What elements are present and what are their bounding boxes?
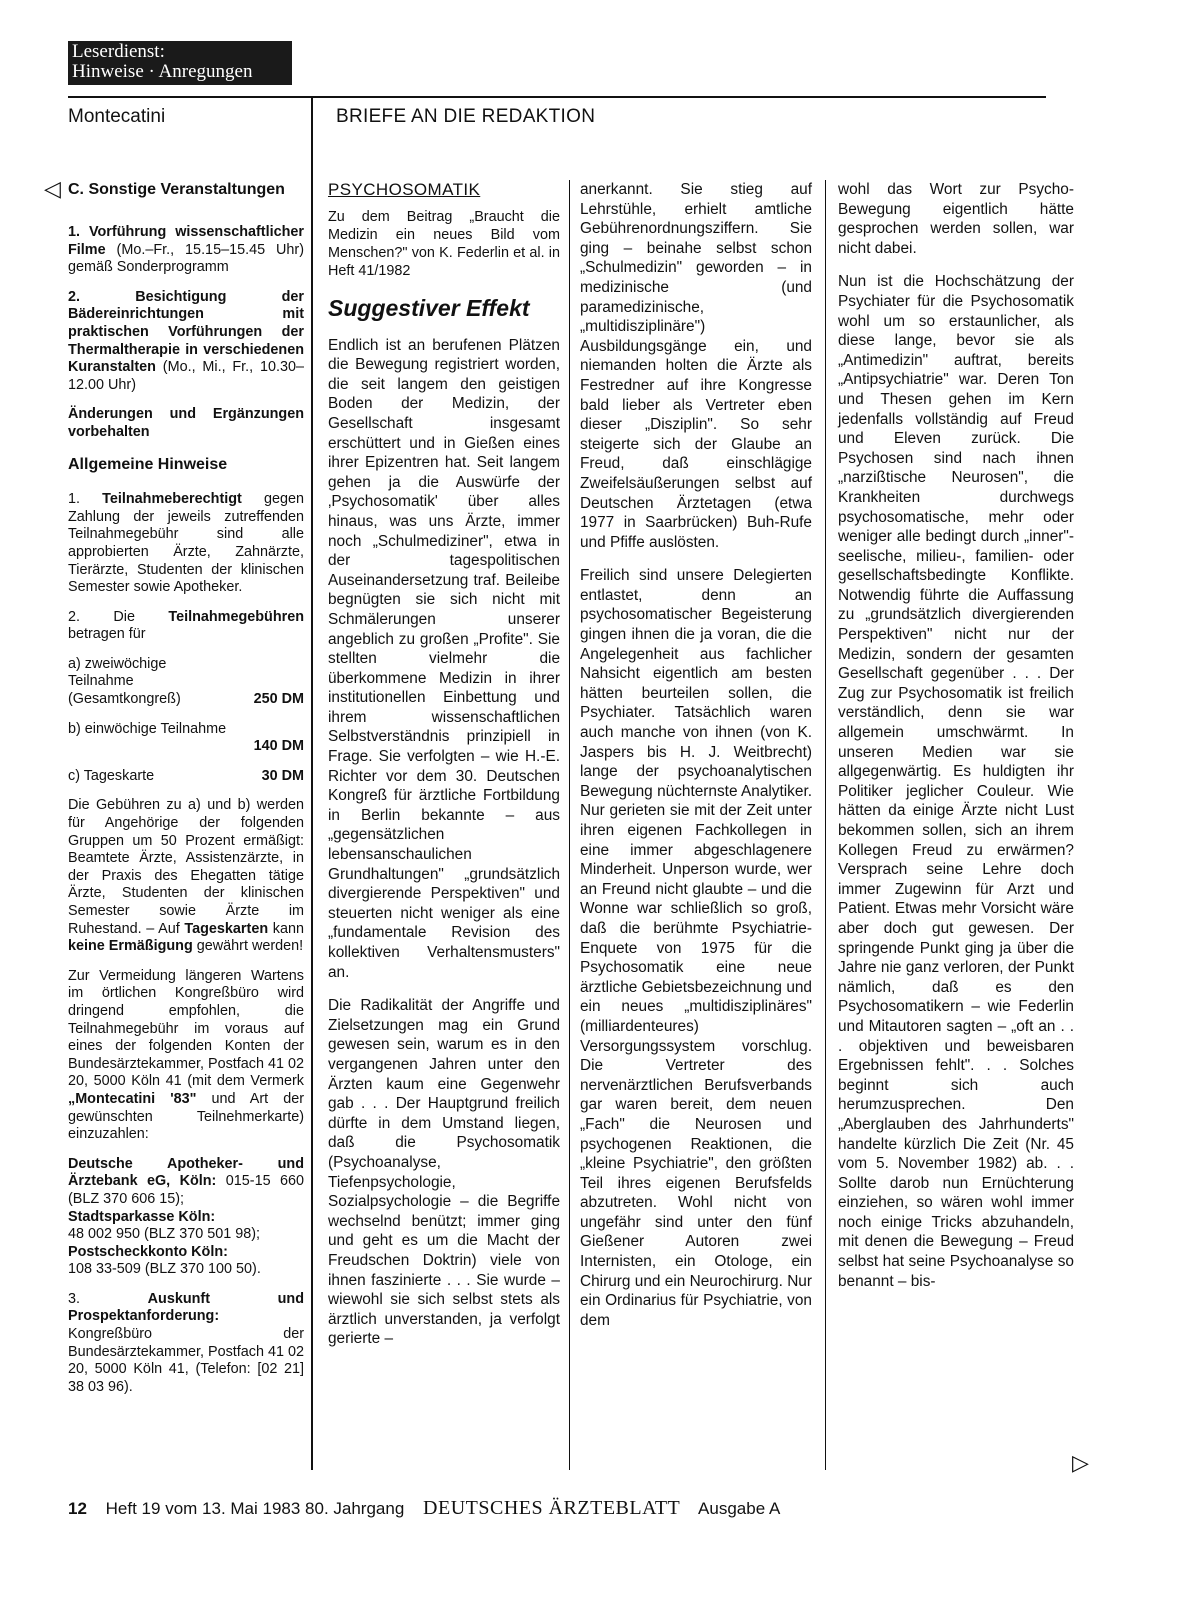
article-paragraph: wohl das Wort zur Psycho-Bewegung eigentlich hätte gesprochen werden sollen, war nicht dabei.	[838, 181, 1074, 257]
section-banner	[68, 41, 292, 85]
article-headline: Suggestiver Effekt	[328, 294, 530, 321]
article-paragraph: Freilich sind unsere Delegierten entlastet, denn an psychosomatischer Begeisterung gingen ihnen die ja voran, die die Angelegenheit aus fachlicher Nahsicht eigentlich am besten hätten beurteilen sollen, die Psychiater. Tatsächlich waren auch manche von ihnen (von K. Jaspers bis H. J. Weitbrecht) lange der psychoanalytischen Bewegung nüchternste Analytiker. Nur gerieten sie mit der Zeit unter ihren eigenen Fachkollegen in eine immer abgeschlagenere Minderheit. Unperson wurde, wer an Freund nicht glaubte – und die Wonne war schließlich so groß, daß die berühmte Psychiatrie-Enquete von 1975 für die Psychosomatik eine neue ärztliche Gebietsbezeichnung und ein neues „multidisziplinäres" (milliardenteures) Versorgungssystem vorschlug. Die Vertreter des nervenärztlichen Berufsverbands gar waren bereit, dem neuen „Fach" die Neurosen und psychogenen Reaktionen, die „kleine Psychiatrie", den größten Teil ihres eigenen Berufsfelds abzutreten. Wohl nicht von ungefähr sind unter den fünf Gießener Autoren zwei Internisten, ein Otologe, ein Chirurg und ein Neurochirurg. Nur ein Ordinarius für Psychiatrie, von dem	[580, 567, 812, 1329]
events-heading: C. Sonstige Veranstaltungen	[68, 181, 285, 198]
column-divider-2	[569, 180, 570, 1470]
fee-row-c: c) Tageskarte 30 DM	[68, 767, 304, 784]
banner-line-2: Hinweise · Anregungen	[72, 61, 253, 82]
hint-3: 3. Auskunft und Prospektanforderung: Kongreßbüro der Bundesärztekammer, Postfach 41 02 20, 5000 Köln 41, (Telefon: [02 21] 38 03 96).	[68, 1290, 304, 1395]
continued-right-arrow-icon: ▷	[1072, 1450, 1089, 1475]
event-item-2: 2. Besichtigung der Bädereinrichtungen mit praktischen Vorführungen der Thermaltherapie in verschiedenen Kuranstalten (Mo., Mi., Fr., 10.30–12.00 Uhr)	[68, 288, 305, 393]
article-paragraph: Endlich ist an berufenen Plätzen die Bewegung registriert worden, die seit langem den geistigen Boden der Medizin, der Gesellschaft insgesamt erschüttert und in Gießen eines ihrer Epizentren hat. Seit langem gehen ja die Auswürfe der ‚Psychosomatik' über alles hinaus, was uns Ärzte, immer noch „Schulmediziner", etwa in der tagespolitischen Auseinandersetzung traf. Beileibe begnügten sie sich nicht mit Schmälerungen unserer angeblich zu großen „Profite". Sie stellten vielmehr die überkommene Medizin in ihrer institutionellen Einbettung und ihrem wissenschaftlichen Selbstverständnis prinzipiell in Frage. Sie verfolgten – wie H.-E. Richter vor dem 30. Deutschen Kongreß für ärztliche Fortbildung in Berlin bekannte – aus „gegensätzlichen lebensanschaulichen Grundhaltungen" „grundsätzlich divergierende Perspektiven" und steuerten nicht weniger als eine „fundamentale Revision des kollektiven Verhaltensmusters" an.	[328, 336, 560, 981]
page-number: 12	[68, 1499, 87, 1518]
article-intro: Zu dem Beitrag „Braucht die Medizin ein neues Bild vom Menschen?" von K. Federlin et al. in Heft 41/1982	[328, 208, 560, 279]
article-paragraph: Die Radikalität der Angriffe und Zielsetzungen mag ein Grund gewesen sein, warum es in den vergangenen Jahren unter den Ärzten kaum eine Gegenwehr gab . . . Der Hauptgrund freilich dürfte in dem Umstand liegen, daß die Psychosomatik (Psychoanalyse, Tiefenpsychologie, Sozialpsychologie – die Begriffe wechselnd benützt; immer ging und geht es um die Macht der Freudschen Doktrin) viele von ihnen faszinierte . . . Sie wurde – wiewohl sie sich selbst stets als ärztlich unverstanden, ja verfolgt gerierte –	[328, 997, 560, 1348]
header-divider	[311, 96, 313, 1470]
changes-notice: Änderungen und Ergänzungen vorbehalten	[68, 406, 304, 440]
top-rule	[68, 96, 1046, 98]
edition: Ausgabe A	[698, 1499, 781, 1518]
continued-left-arrow-icon: ◁	[44, 176, 61, 201]
section-label-montecatini: Montecatini	[68, 106, 166, 127]
article-kicker: PSYCHOSOMATIK	[328, 180, 481, 199]
article-column-1	[328, 180, 560, 1363]
article-column-2	[580, 180, 812, 1344]
section-label-letters: BRIEFE AN DIE REDAKTION	[336, 106, 596, 127]
article-paragraph: Nun ist die Hochschätzung der Psychiater für die Psychosomatik wohl um so erstaunlicher, als diese lange, bevor sie als „Antimedizin" auftrat, bereits „Antipsychiatrie" war. Deren Ton und Thesen gehen im Kern jedenfalls vollständig auf Freud und Eleven zurück. Die Psychosen sind nach ihnen „narzißtische Neurosen", die Krankheiten durchwegs psychosomatische, mehr oder weniger alle bedingt durch „inner"-seelische, milieu-, familien- oder gesellschaftsbedingte Konflikte. Notwendig führte die Auffassung zu „grundsätzlich divergierenden Perspektiven" nicht nur der Medizin, sondern der gesamten Gesellschaft gegenüber . . . Der Zug zur Psychosomatik ist freilich verständlich, denn sie war allgemein umschwärmt. In unseren Medien war sie allgegenwärtig. Es huldigten ihr Politiker jeglicher Couleur. Wie hätten da einige Ärzte nicht Lust bekommen sollen, sich an ihrem Kollegen Freud zu erwärmen? Versprach seine Lehre doch immer Zugewinn für Arzt und Patient. Etwas mehr Vorsicht wäre aber doch gut gewesen. Der springende Punkt ging ja über die Jahre nie ganz verloren, der Punkt nämlich, daß es den Psychosomatikern – wie Federlin und Mitautoren sagten – „oft an . . . objektiven und beweisbaren Ergebnissen fehlt". . . Solches beginnt sich auch herumzusprechen. Den „Aberglauben des Jahrhunderts" handelte kürzlich Die Zeit (Nr. 45 vom 5. November 1982) ab. . . Sollte darob nun Ernüchterung einziehen, so wären wohl immer noch einige Tricks abzuhandeln, mit denen die Bewegung – Freud selbst hat seine Psychoanalyse so benannt – bis-	[838, 273, 1074, 1290]
left-info-column	[68, 180, 304, 1408]
fee-row-a: a) zweiwöchige Teilnahme (Gesamtkongreß) 250 DM	[68, 655, 304, 708]
column-divider-3	[825, 180, 826, 1470]
payment-notice: Zur Vermeidung längeren Wartens im örtlichen Kongreßbüro wird dringend empfohlen, die Teilnahmegebühr im voraus auf eines der folgenden Konten der Bundesärztekammer, Postfach 41 02 20, 5000 Köln 41 (mit dem Vermerk „Montecatini '83" und Art der gewünschten Teilnehmerkarte) einzuzahlen:	[68, 967, 304, 1143]
general-hints-heading: Allgemeine Hinweise	[68, 455, 228, 473]
banner-line-1: Leserdienst:	[72, 41, 165, 62]
hint-1: 1. Teilnahmeberechtigt gegen Zahlung der jeweils zutreffenden Teilnahmegebühr sind alle approbierten Ärzte, Zahnärzte, Tierärzte, Studenten der klinischen Semester sowie Apotheker.	[68, 491, 304, 596]
event-item-1: 1. Vorführung wissenschaftlicher Filme (Mo.–Fr., 15.15–15.45 Uhr) gemäß Sonderprogramm	[68, 224, 305, 276]
issue-info: Heft 19 vom 13. Mai 1983 80. Jahrgang	[105, 1499, 405, 1518]
page-footer	[68, 1497, 780, 1520]
bank-accounts: Deutsche Apotheker- und Ärztebank eG, Köln: 015-15 660 (BLZ 370 606 15); Stadtsparkasse Köln: 48 002 950 (BLZ 370 501 98); Postscheckkonto Köln: 108 33-509 (BLZ 370 100 50).	[68, 1155, 305, 1278]
article-paragraph: anerkannt. Sie stieg auf Lehrstühle, erhielt amtliche Gebührenordnungsziffern. Sie ging – beinahe selbst schon „Schulmedizin" geworden – in medizinische (und paramedizinische, „multidisziplinäre") Ausbildungsgänge ein, und niemanden holten die Ärzte als Festredner auf ihre Kongresse bald lieber als Vertreter eben dieser „Disziplin". So sehr steigerte sich der Glaube an Freud, daß einschlägige Zweifelsäußerungen selbst auf Deutschen Ärztetagen (etwa 1977 in Saarbrücken) Buh-Rufe und Pfiffe auslösten.	[580, 181, 812, 551]
hint-2: 2. Die Teilnahmegebühren betragen für	[68, 608, 305, 643]
fee-row-b: b) einwöchige Teilnahme 140 DM	[68, 720, 304, 755]
masthead: DEUTSCHES ÄRZTEBLATT	[423, 1497, 681, 1519]
discount-notice: Die Gebühren zu a) und b) werden für Angehörige der folgenden Gruppen um 50 Prozent ermäßigt: Beamtete Ärzte, Assistenzärzte, in der Praxis des Ehegatten tätige Ärzte, Studenten der klinischen Semester sowie Ärzte im Ruhestand. – Auf Tageskarten kann keine Ermäßigung gewährt werden!	[68, 797, 305, 955]
article-column-3	[838, 180, 1074, 1305]
